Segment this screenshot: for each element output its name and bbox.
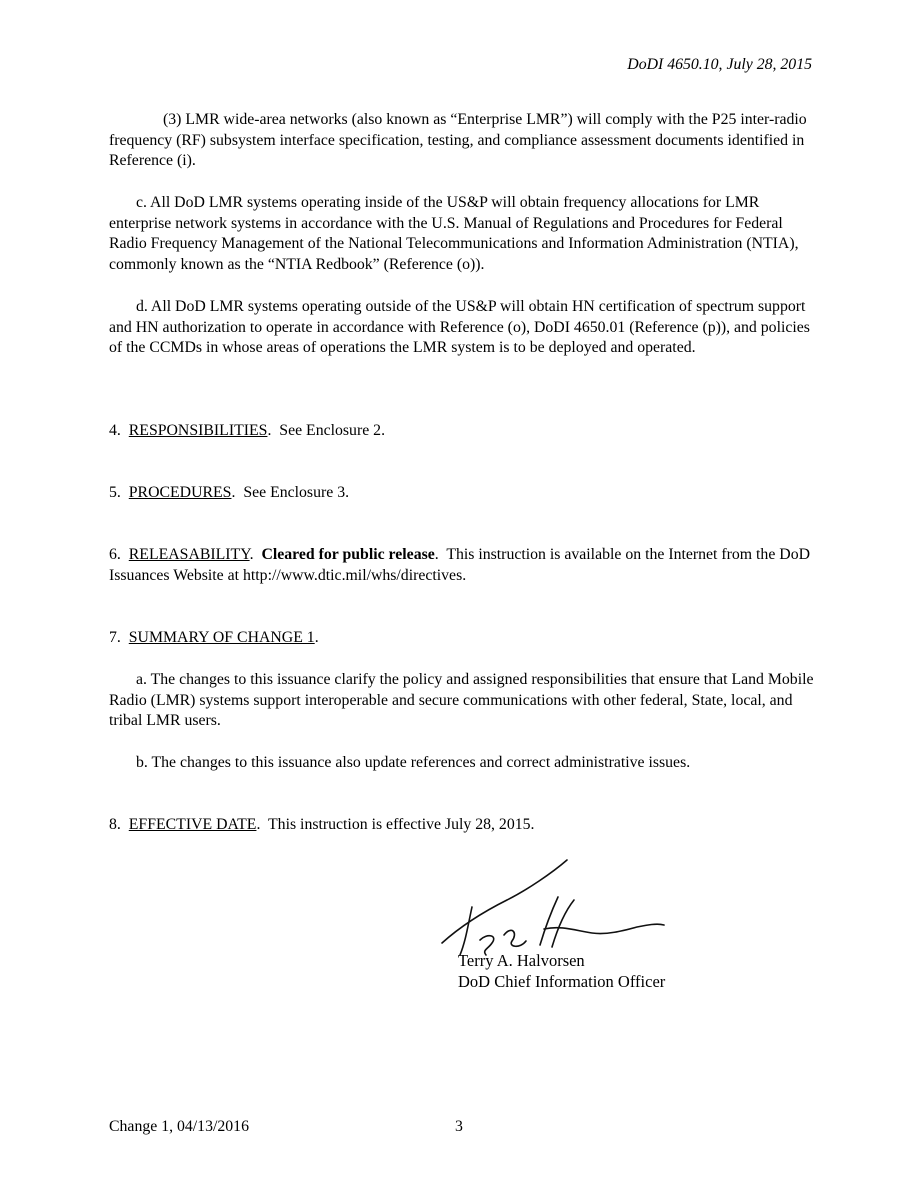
paragraph-c (109, 193, 815, 275)
section-4: 4. RESPONSIBILITIES. See Enclosure 2. (109, 422, 386, 439)
section-5: 5. PROCEDURES. See Enclosure 3. (109, 484, 350, 501)
section-5-title: PROCEDURES (128, 484, 232, 501)
section-4-number: 4. (109, 422, 121, 439)
section-8-text: This instruction is effective July 28, 2015. (268, 816, 535, 833)
section-7: 7. SUMMARY OF CHANGE 1. (109, 629, 319, 646)
section-5-text: See Enclosure 3. (243, 484, 350, 501)
section-6-bold: Cleared for public release (261, 546, 435, 563)
signature-block (458, 950, 665, 992)
section-7-number: 7. (109, 629, 121, 646)
section-6-number: 6. (109, 546, 121, 563)
section-8: 8. EFFECTIVE DATE. This instruction is effective July 28, 2015. (109, 816, 535, 833)
section-8-number: 8. (109, 816, 121, 833)
section-7-a-text: a. The changes to this issuance clarify the policy and assigned responsibilities that ensure that Land Mobile Radio (LMR) systems support interoperable and secure communications with other federal, State, local, and tribal LMR users. (109, 671, 814, 730)
section-8-title: EFFECTIVE DATE (128, 816, 257, 833)
section-7-b (109, 753, 815, 774)
paragraph-d (109, 297, 815, 359)
document-header: DoDI 4650.10, July 28, 2015 (627, 56, 812, 73)
section-4-title: RESPONSIBILITIES (128, 422, 268, 439)
section-7-b-text: b. The changes to this issuance also update references and correct administrative issues. (136, 754, 691, 771)
signer-title: DoD Chief Information Officer (458, 972, 666, 991)
section-6-title: RELEASABILITY (128, 546, 250, 563)
section-7-title: SUMMARY OF CHANGE 1 (128, 629, 315, 646)
section-4-text: See Enclosure 2. (279, 422, 386, 439)
paragraph-3-3-text: (3) LMR wide-area networks (also known as “Enterprise LMR”) will comply with the P25 inter-radio frequency (RF) subsystem interface specification, testing, and compliance assessment documents identified in Reference (i). (109, 111, 807, 170)
paragraph-3-3 (109, 110, 815, 172)
footer-change: Change 1, 04/13/2016 (109, 1118, 249, 1135)
section-5-number: 5. (109, 484, 121, 501)
page-number: 3 (455, 1118, 463, 1135)
paragraph-c-text: c. All DoD LMR systems operating inside of the US&P will obtain frequency allocations for LMR enterprise network systems in accordance with the U.S. Manual of Regulations and Procedures for Federal Radio Frequency Management of the National Telecommunications and Information Administration (NTIA), commonly known as the “NTIA Redbook” (Reference (o)). (109, 194, 799, 273)
section-7-a (109, 670, 815, 732)
section-6-text: This instruction is available on the Internet from the DoD Issuances Website at http://www.dtic.mil/whs/directives. (109, 546, 811, 584)
signer-name: Terry A. Halvorsen (458, 951, 585, 970)
paragraph-d-text: d. All DoD LMR systems operating outside of the US&P will obtain HN certification of spectrum support and HN authorization to operate in accordance with Reference (o), DoDI 4650.01 (Reference (p)), and policies of the CCMDs in whose areas of operations the LMR system is to be deployed and operated. (109, 298, 810, 357)
section-6: 6. RELEASABILITY. Cleared for public release. This instruction is available on the Internet from the DoD Issuances Website at http://www.dtic.mil/whs/directives. (109, 546, 811, 584)
